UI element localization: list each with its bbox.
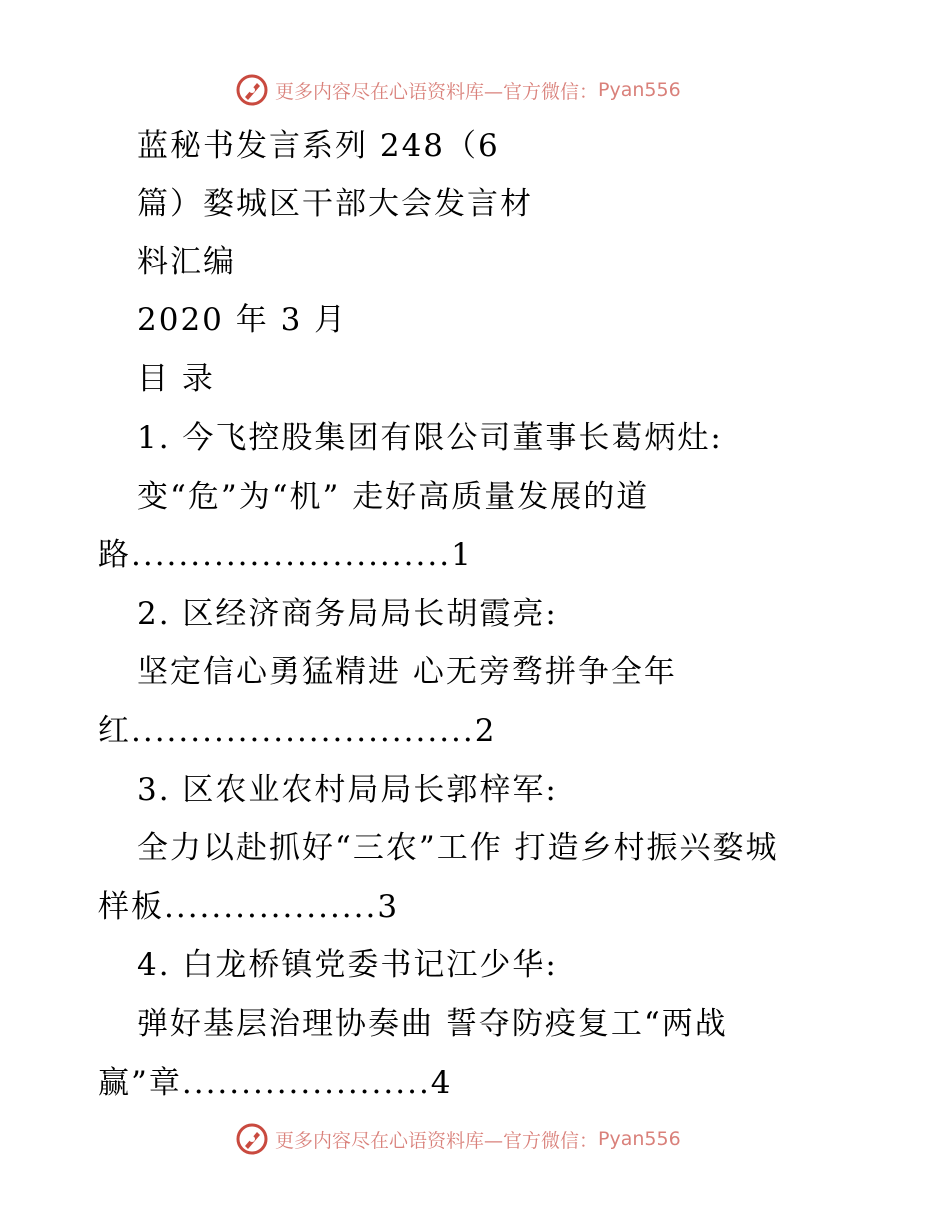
toc-item-4-title: 弹好基层治理协奏曲 誓夺防疫复工“两战	[137, 1006, 728, 1042]
toc-item-1-speaker: 1. 今飞控股集团有限公司董事长葛炳灶:	[137, 420, 723, 456]
pen-logo-icon	[235, 1122, 269, 1156]
toc-item-2-leader: 红.............................2	[98, 713, 497, 749]
toc-item-2-title: 坚定信心勇猛精进 心无旁骛拼争全年	[137, 654, 677, 690]
toc-item-1-page: 1	[451, 537, 473, 573]
doc-title-line-2: 篇）婺城区干部大会发言材	[137, 186, 533, 222]
doc-title-line-1: 蓝秘书发言系列 248（6	[137, 128, 500, 164]
watermark-banner-bottom	[235, 1121, 681, 1157]
doc-title-line-3: 料汇编	[137, 244, 236, 280]
toc-item-4-speaker: 4. 白龙桥镇党委书记江少华:	[137, 947, 558, 983]
toc-item-3-title-end: 样板	[98, 889, 164, 925]
toc-item-4-title-end: 赢”章	[98, 1065, 182, 1101]
pen-logo-icon	[235, 73, 269, 107]
toc-item-3-speaker: 3. 区农业农村局局长郭梓军:	[137, 772, 558, 808]
watermark-banner-top	[235, 72, 681, 108]
toc-item-2-title-end: 红	[98, 713, 131, 749]
toc-item-3-title: 全力以赴抓好“三农”工作 打造乡村振兴婺城	[137, 830, 779, 866]
watermark-wechat-id: Pyan556	[598, 79, 681, 101]
toc-item-4-leader: 赢”章.....................4	[98, 1065, 453, 1101]
watermark-text: 更多内容尽在心语资料库—官方微信：	[275, 80, 599, 103]
toc-item-3-leader: 样板..................3	[98, 889, 400, 925]
toc-item-4-page: 4	[430, 1065, 453, 1101]
toc-heading: 目 录	[137, 361, 215, 397]
toc-item-3-page: 3	[377, 889, 400, 925]
doc-date: 2020 年 3 月	[137, 302, 348, 338]
toc-item-2-page: 2	[474, 713, 497, 749]
toc-item-1-title: 变“危”为“机” 走好高质量发展的道	[137, 479, 650, 515]
toc-item-2-speaker: 2. 区经济商务局局长胡霞亮:	[137, 596, 558, 632]
toc-item-1-title-end: 路	[98, 537, 131, 573]
watermark-text: 更多内容尽在心语资料库—官方微信：	[275, 1129, 599, 1152]
toc-item-1-leader: 路...........................1	[98, 537, 473, 573]
watermark-wechat-id: Pyan556	[598, 1128, 681, 1150]
